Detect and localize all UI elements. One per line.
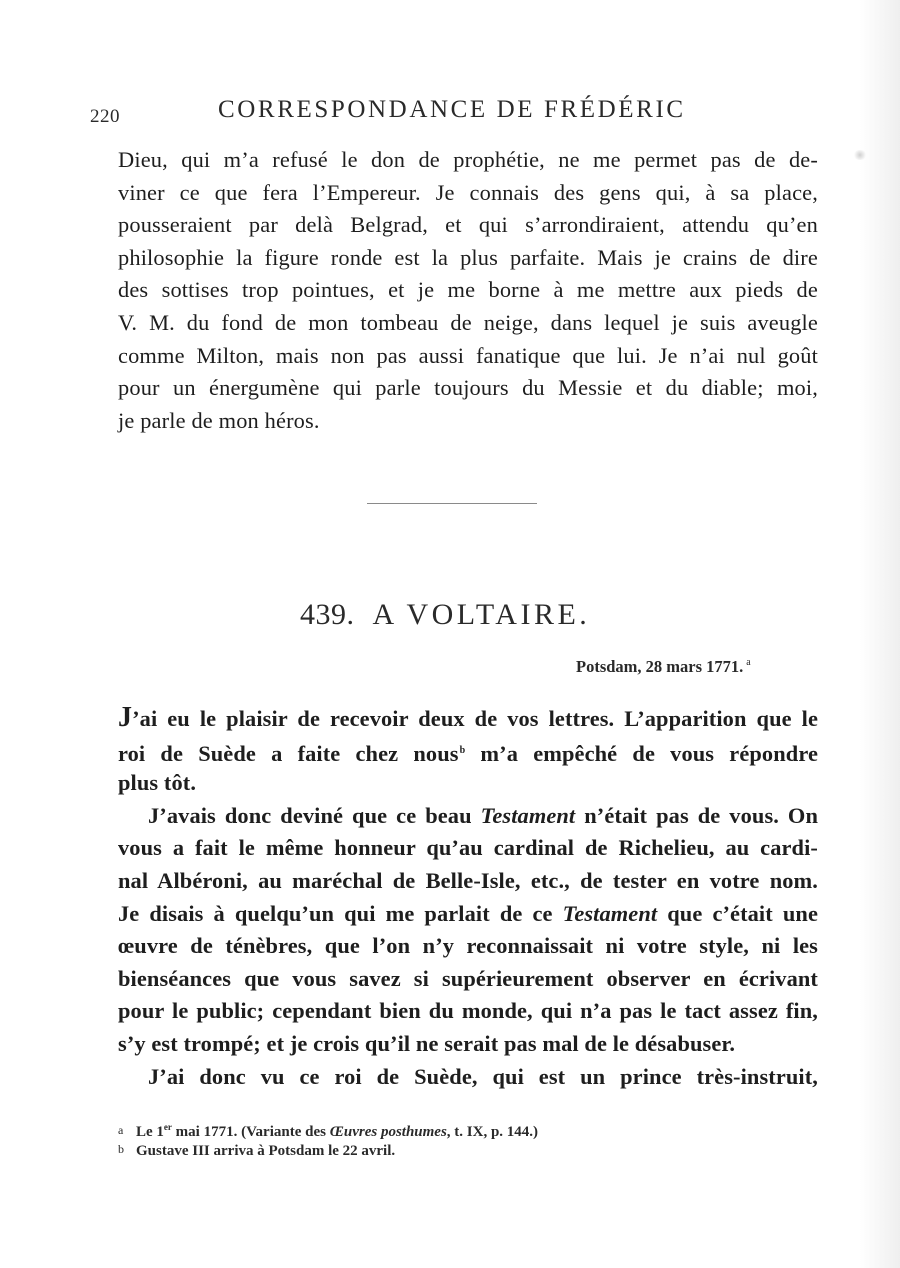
letter-number: 439. <box>300 598 355 631</box>
text-line: viner ce que fera l’Empereur. Je connais des gens qui, à sa place, <box>118 179 818 205</box>
running-head-title: CORRESPONDANCE DE FRÉDÉRIC <box>218 96 686 123</box>
text-run: n’était pas de vous. On <box>575 802 819 828</box>
letter-recipient: A VOLTAIRE. <box>372 598 591 631</box>
text-line: bienséances que vous savez si supérieurement observer en écrivant <box>118 965 818 991</box>
text-line: pousseraient par delà Belgrad, et qui s’arrondiraient, attendu qu’en <box>118 212 818 238</box>
letter-body <box>118 702 818 1093</box>
text-line: des sottises trop pointues, et je me borne à me mettre aux pieds de <box>118 277 818 303</box>
footnote-text: , t. IX, p. 144.) <box>446 1124 539 1140</box>
footnote-sup: er <box>163 1122 172 1132</box>
text-line: pour un énergumène qui parle toujours du Messie et du diable; moi, <box>118 375 818 401</box>
text-line: nal Albéroni, au maréchal de Belle-Isle, etc., de tester en votre nom. <box>118 867 818 893</box>
page-number: 220 <box>90 106 120 127</box>
text-line: philosophie la figure ronde est la plus parfaite. Mais je crains de dire <box>118 244 818 270</box>
text-run: m’a empêché de vous répondre <box>465 740 818 766</box>
text-line <box>118 800 818 833</box>
footnotes <box>118 1116 818 1160</box>
italic-title: Testament <box>480 802 576 828</box>
running-head <box>90 96 830 130</box>
section-divider <box>367 503 537 504</box>
italic-title: Testament <box>562 900 658 926</box>
text-line <box>118 735 818 768</box>
text-line: J’ai donc vu ce roi de Suède, qui est un prince très-instruit, <box>148 1063 818 1089</box>
text-line: plus tôt. <box>118 770 197 796</box>
footnote <box>118 1116 818 1138</box>
dateline <box>576 657 751 677</box>
footnote-italic: Œuvres posthumes <box>329 1124 447 1140</box>
footnote-text: Le 1 <box>136 1124 164 1140</box>
text-run: que c’était une <box>657 900 818 926</box>
text-run: J’avais donc deviné que ce beau <box>148 802 481 828</box>
footnote-mark: a <box>118 1123 124 1137</box>
text-line: Dieu, qui m’a refusé le don de prophétie, ne me permet pas de de- <box>118 147 818 172</box>
footnote-mark: b <box>118 1142 124 1156</box>
footnote <box>118 1138 818 1160</box>
text-run: roi de Suède a faite chez nous <box>118 740 459 766</box>
footnote-ref-b: b <box>459 744 466 756</box>
text-run: ’ai eu le plaisir de recevoir deux de vos lettres. L’apparition que le <box>132 706 818 731</box>
dateline-text: Potsdam, 28 mars 1771. <box>576 657 744 676</box>
text-line: s’y est trompé; et je crois qu’il ne serait pas mal de le désabuser. <box>118 1030 736 1056</box>
text-line: je parle de mon héros. <box>118 407 320 433</box>
initial-letter: J <box>118 702 133 733</box>
text-run: Je disais à quelqu’un qui me parlait de ce <box>118 900 563 926</box>
footnote-text: mai 1771. (Variante des <box>171 1124 330 1140</box>
text-line: œuvre de ténèbres, que l’on n’y reconnaissait ni votre style, ni les <box>118 933 818 959</box>
text-line: vous a fait le même honneur qu’au cardinal de Richelieu, au cardi- <box>118 835 818 861</box>
footnote-text: Gustave III arriva à Potsdam le 22 avril. <box>136 1143 396 1159</box>
text-line <box>118 898 818 931</box>
footnote-ref-a: a <box>746 657 751 668</box>
text-line: pour le public; cependant bien du monde, qui n’a pas le tact assez fin, <box>118 998 818 1024</box>
text-line <box>118 702 818 735</box>
text-line: V. M. du fond de mon tombeau de neige, dans lequel je suis aveugle <box>118 309 818 335</box>
letter-heading <box>300 598 700 632</box>
text-line: comme Milton, mais non pas aussi fanatique que lui. Je n’ai nul goût <box>118 342 818 368</box>
continuation-paragraph <box>118 144 818 437</box>
